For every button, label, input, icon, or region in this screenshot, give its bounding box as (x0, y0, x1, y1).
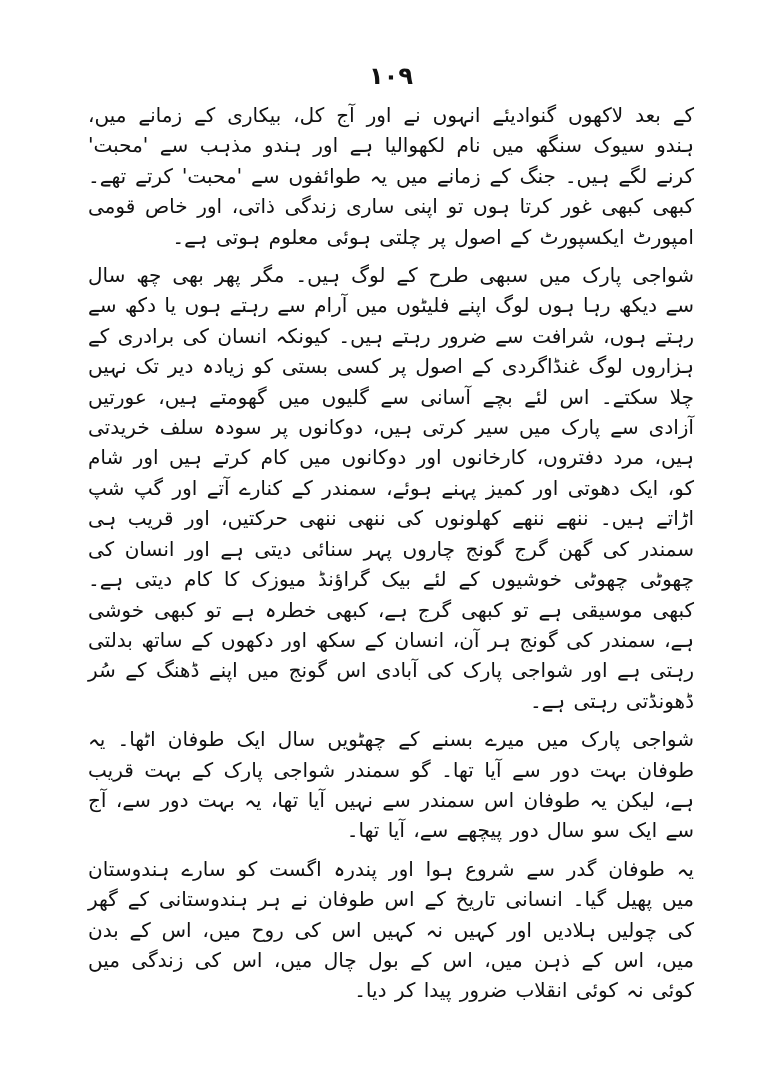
paragraph-4: یہ طوفان گدر سے شروع ہوا اور پندرہ اگست کو سارے ہندوستان میں پھیل گیا۔ انسانی تاریخ کے اس طوفان نے ہر ہندوستانی کے گھر کی چولیں ہلادیں اور کہیں نہ کہیں اس کی روح میں، اس کے بدن میں، اس کے ذہن میں، اس کے بول چال میں، اس کی زندگی میں کوئی نہ کوئی انقلاب ضرور پیدا کر دیا۔ (88, 856, 694, 1003)
page-body (88, 100, 694, 1006)
page-number: ١٠٩ (369, 62, 413, 90)
paragraph-1: کے بعد لاکھوں گنوادیئے انہوں نے اور آج کل، بیکاری کے زمانے میں، ہندو سیوک سنگھ میں نام لکھوالیا ہے اور ہندو مذہب سے 'محبت' کرنے لگے ہیں۔ جنگ کے زمانے میں یہ طوائفوں سے 'محبت' کرتے تھے۔ کبھی کبھی غور کرتا ہوں تو اپنی ساری زندگی ذاتی، اور خاص قومی امپورٹ ایکسپورٹ کے اصول پر چلتی ہوئی معلوم ہوتی ہے۔ (88, 103, 694, 249)
paragraph-3: شواجی پارک میں میرے بسنے کے چھٹویں سال ایک طوفان اٹھا۔ یہ طوفان بہت دور سے آیا تھا۔ گو سمندر شواجی پارک کے بہت قریب ہے، لیکن یہ طوفان اس سمندر سے نہیں آیا تھا، یہ بہت دور سے، آج سے ایک سو سال دور پیچھے سے، آیا تھا۔ (88, 727, 694, 843)
paragraph-2: شواجی پارک میں سبھی طرح کے لوگ ہیں۔ مگر پھر بھی چھ سال سے دیکھ رہا ہوں لوگ اپنے فلیٹوں میں آرام سے رہتے ہوں یا دکھ سے رہتے ہوں، شرافت سے ضرور رہتے ہیں۔ کیونکہ انسان کی برادری کے ہزاروں لوگ غنڈاگردی کے اصول پر کسی بستی کو زیادہ دیر تک نہیں چلا سکتے۔ اس لئے بچے آسانی سے گلیوں میں گھومتے ہیں، عورتیں آزادی سے پارک میں سیر کرتی ہیں، دوکانوں پر سودہ سلف خریدتی ہیں، مرد دفتروں، کارخانوں اور دوکانوں میں کام کرتے ہیں اور شام کو، ایک دھوتی اور کمیز پہنے ہوئے، سمندر کے کنارے آتے اور گپ شپ اڑاتے ہیں۔ ننھے ننھے کھلونوں کی ننھی ننھی حرکتیں، اور قریب ہی سمندر کی گھن گرج گونج چاروں پہر سنائی دیتی ہے اور انسان کی چھوٹی چھوٹی خوشیوں کے لئے بیک گراؤنڈ میوزک کا کام دیتی ہے۔ کبھی موسیقی ہے تو کبھی گرج ہے، کبھی خطرہ ہے تو کبھی خوشی ہے، سمندر کی گونج ہر آن، انسان کے سکھ اور دکھوں کے ساتھ بدلتی رہتی ہے اور شواجی پارک کی آبادی اس گونج میں اپنے ڈھنگ کے سُر ڈھونڈتی رہتی ہے۔ (88, 263, 694, 713)
